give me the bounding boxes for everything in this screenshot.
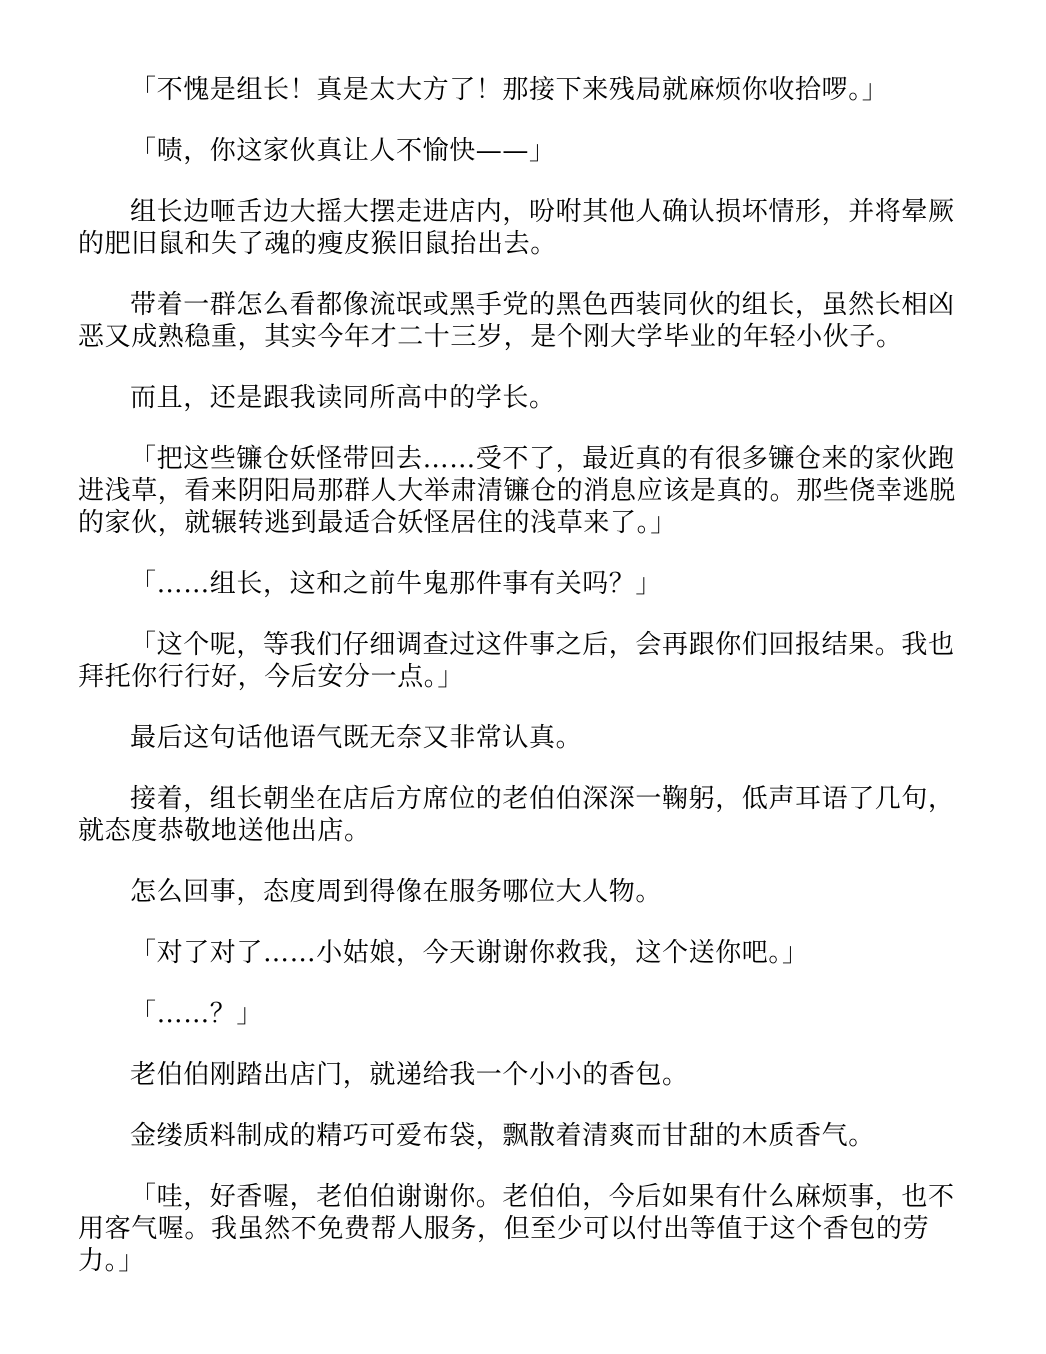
book-page xyxy=(78,74,978,1306)
paragraph: 「对了对了……小姑娘，今天谢谢你救我，这个送你吧。」 xyxy=(130,938,809,968)
paragraph: 「不愧是组长！真是太大方了！那接下来残局就麻烦你收拾啰。」 xyxy=(130,75,889,105)
paragraph: 「把这些镰仓妖怪带回去……受不了，最近真的有很多镰仓来的家伙跑进浅草，看来阴阳局那群人大举肃清镰仓的消息应该是真的。那些侥幸逃脱的家伙，就辗转逃到最适合妖怪居住的浅草来了。」 xyxy=(78,444,956,538)
paragraph: 接着，组长朝坐在店后方席位的老伯伯深深一鞠躬，低声耳语了几句，就态度恭敬地送他出店。 xyxy=(78,784,955,846)
paragraph: 怎么回事，态度周到得像在服务哪位大人物。 xyxy=(130,877,663,907)
paragraph: 组长边咂舌边大摇大摆走进店内，吩咐其他人确认损坏情形，并将晕厥的肥旧鼠和失了魂的瘦皮猴旧鼠抬出去。 xyxy=(78,197,955,259)
paragraph: 「……组长，这和之前牛鬼那件事有关吗？」 xyxy=(130,569,663,599)
paragraph: 带着一群怎么看都像流氓或黑手党的黑色西装同伙的组长，虽然长相凶恶又成熟稳重，其实今年才二十三岁，是个刚大学毕业的年轻小伙子。 xyxy=(78,290,955,352)
paragraph: 「这个呢，等我们仔细调查过这件事之后，会再跟你们回报结果。我也拜托你行行好，今后安分一点。」 xyxy=(78,630,955,692)
paragraph: 「哇，好香喔，老伯伯谢谢你。老伯伯，今后如果有什么麻烦事，也不用客气喔。我虽然不免费帮人服务，但至少可以付出等值于这个香包的劳力。」 xyxy=(78,1182,955,1276)
paragraph: 而且，还是跟我读同所高中的学长。 xyxy=(130,383,556,413)
paragraph: 「……？」 xyxy=(130,999,264,1029)
paragraph: 老伯伯刚踏出店门，就递给我一个小小的香包。 xyxy=(130,1060,689,1090)
paragraph: 金缕质料制成的精巧可爱布袋，飘散着清爽而甘甜的木质香气。 xyxy=(130,1121,875,1151)
paragraph: 「啧，你这家伙真让人不愉快——」 xyxy=(130,136,556,166)
paragraph: 最后这句话他语气既无奈又非常认真。 xyxy=(130,723,583,753)
